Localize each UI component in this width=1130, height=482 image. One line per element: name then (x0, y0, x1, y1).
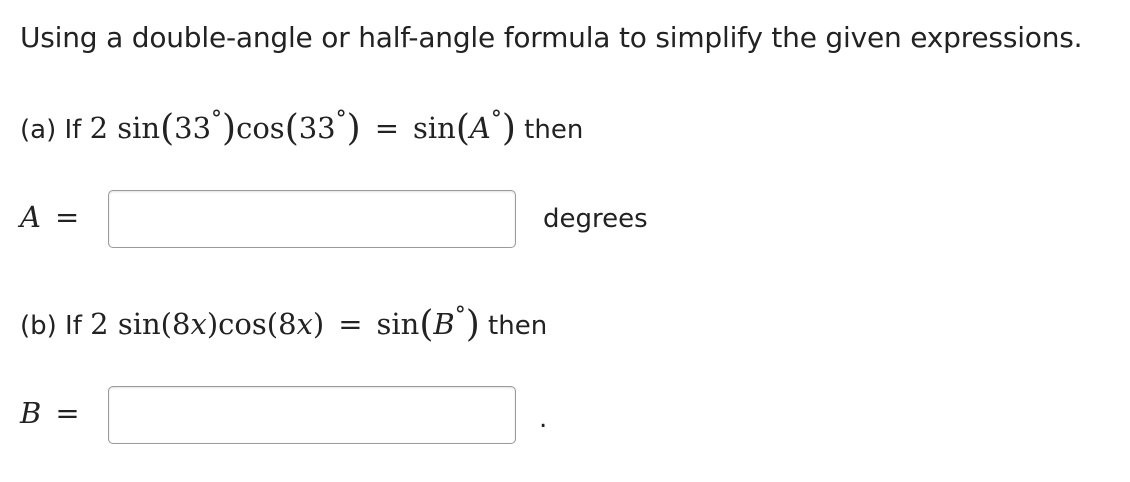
question-a-lead: (a) If (20, 115, 90, 145)
answer-a-input[interactable] (108, 190, 516, 248)
instruction-text: Using a double-angle or half-angle formula to simplify the given expressions. (20, 21, 1083, 54)
eq-a-paren-close1: ) (222, 108, 237, 149)
question-a-trail: then (515, 115, 584, 145)
question-b-trail: then (479, 311, 548, 341)
answer-b-label (20, 391, 94, 435)
answer-a-unit: degrees (543, 204, 648, 234)
eq-a-func1: sin (117, 111, 161, 145)
eq-a-coeff: 2 (89, 111, 118, 145)
eq-a-paren-close3: ) (501, 108, 516, 149)
answer-b-input[interactable] (108, 386, 516, 444)
eq-b-paren-open2: ( (266, 307, 279, 341)
answer-a-label (20, 195, 93, 239)
eq-a-arg1: 33 (174, 111, 212, 145)
eq-a-degree1: ° (211, 107, 223, 132)
eq-a-rhs-func: sin (413, 111, 456, 145)
eq-b-func2: cos (218, 307, 267, 341)
eq-a-func2: cos (236, 111, 285, 145)
eq-b-paren-open3: ( (419, 304, 434, 345)
eq-a-paren-open1: ( (160, 108, 175, 149)
eq-a-paren-open3: ( (455, 108, 470, 149)
equation-b (90, 303, 480, 345)
eq-b-arg2-var: x (296, 307, 313, 341)
eq-a-rhs-var: A (469, 111, 491, 145)
answer-b-equals: = (55, 396, 80, 430)
eq-b-paren-open1: ( (160, 307, 172, 341)
eq-a-equals: = (374, 111, 399, 145)
eq-a-paren-close2: ) (346, 108, 361, 149)
answer-b-var: B (20, 396, 42, 430)
question-a (20, 98, 583, 152)
eq-b-paren-close1: ) (206, 307, 219, 341)
eq-b-paren-close2: ) (312, 307, 325, 341)
answer-b-period: . (539, 404, 548, 434)
answer-a-equals: = (54, 200, 80, 234)
eq-b-arg2-num: 8 (278, 307, 297, 341)
eq-b-arg1-num: 8 (172, 307, 191, 341)
eq-a-arg2: 33 (298, 111, 336, 145)
eq-b-equals: = (338, 307, 363, 341)
eq-b-rhs-var: B (433, 307, 455, 341)
answer-a-var: A (20, 200, 41, 234)
eq-a-degree2: ° (335, 107, 347, 132)
eq-b-coeff: 2 (90, 307, 118, 341)
eq-b-rhs-func: sin (376, 307, 420, 341)
question-b (20, 294, 547, 348)
eq-b-degree: ° (454, 303, 466, 328)
eq-b-func1: sin (117, 307, 161, 341)
equation-a (89, 107, 516, 149)
eq-b-arg1-var: x (190, 307, 207, 341)
question-b-lead: (b) If (20, 311, 91, 341)
eq-a-degree3: ° (490, 107, 502, 132)
eq-b-paren-close3: ) (465, 304, 480, 345)
eq-a-paren-open2: ( (284, 108, 299, 149)
